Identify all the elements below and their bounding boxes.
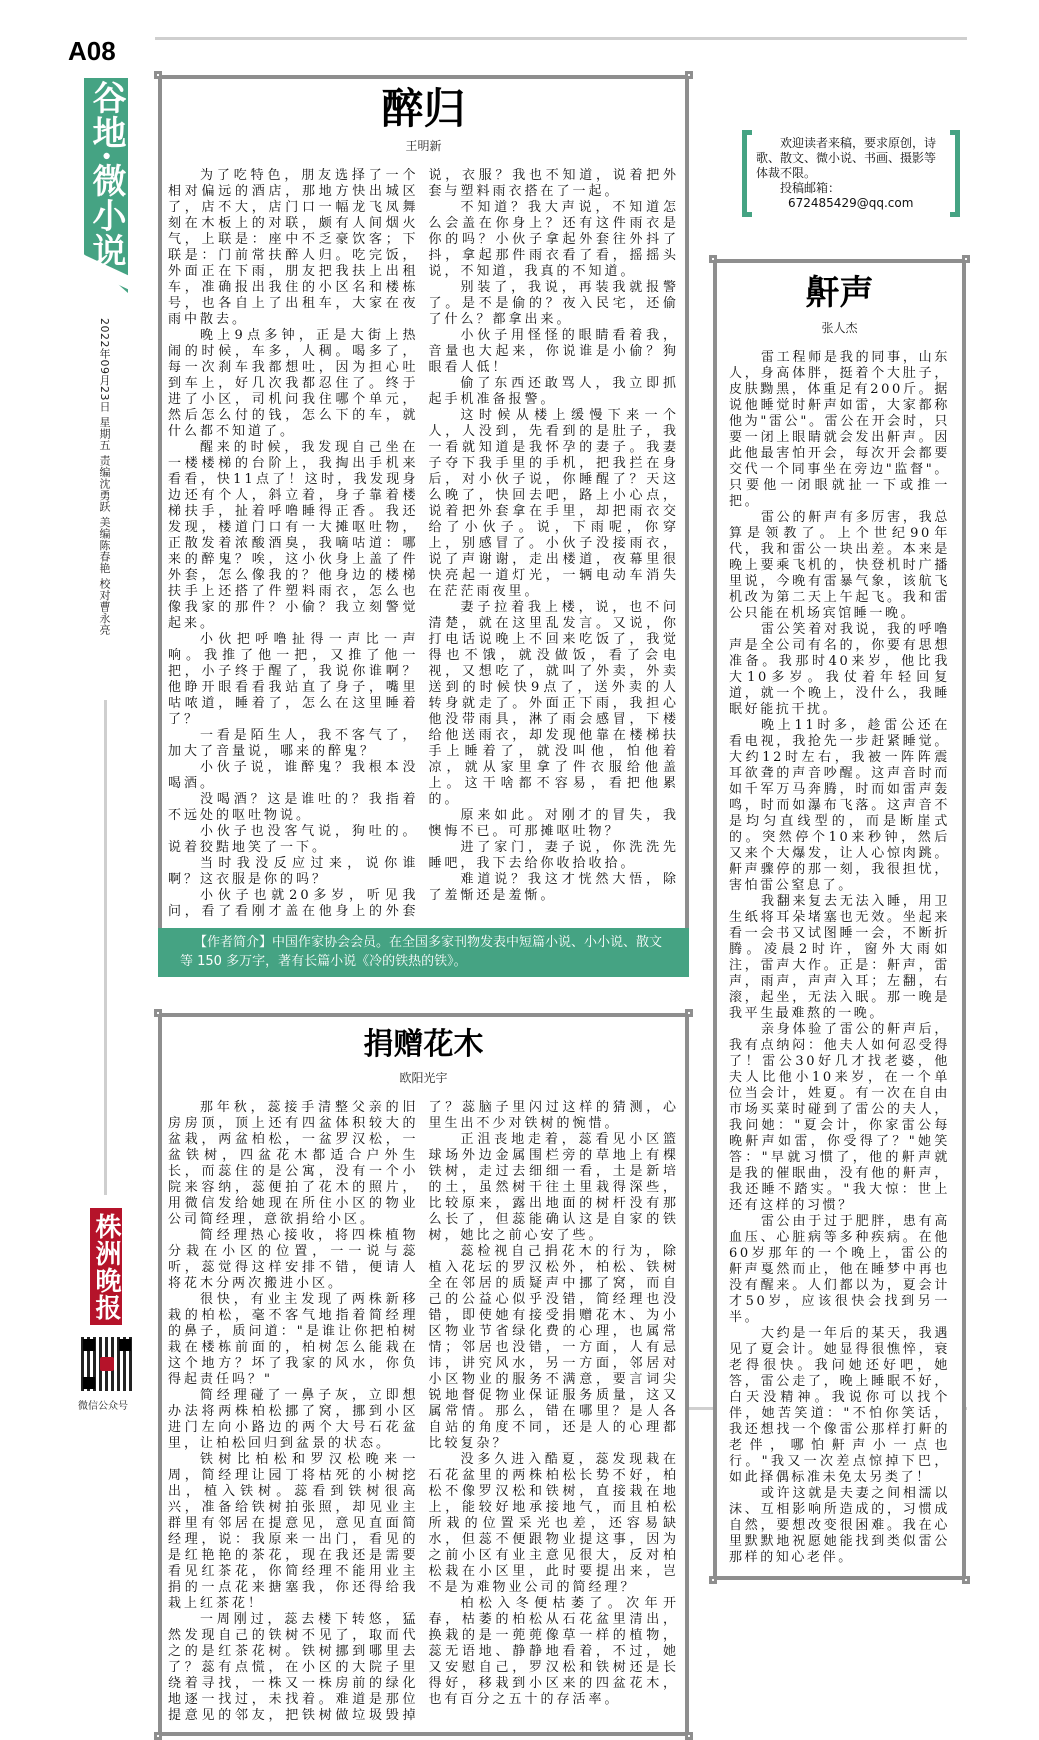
article-body [168, 1100, 679, 1724]
paragraph: 难道说？我这才恍然大悟，除了羞惭还是羞惭。 [428, 872, 679, 903]
paragraph: 没多久进入酷夏，蕊发现栽在石花盆里的两株柏松长势不好，柏松不像罗汉松和铁树，直接栽在地上，能较好地承接地气，而且柏松所栽的位置采光也差，还容易缺水，但蕊不便跟物业提这事，因为之前小区有业主意见很大，反对柏松栽在小区里，此时要提出来，岂不是为难物业公司的简经理？ [428, 1452, 679, 1595]
article-body [729, 350, 950, 1566]
side-rule [104, 700, 107, 1195]
article-juanzeng-huamu [158, 1013, 689, 1736]
paragraph: 妻子拉着我上楼，说，也不问清楚，就在这里乱发言。又说，你打电话说晚上不回来吃饭了，我觉得也不饿，就没做饭，看了会电视，又想吃了，就叫了外卖，外卖送到的时候快9点了，送外卖的人转身就走了。外面正下雨，我担心他没带雨具，淋了雨会感冒，下楼给他送雨衣，却发现他靠在楼梯扶手上睡着了，就没叫他，怕他着凉，就从家里拿了件衣服给他盖上。这干啥都不容易，看把他累的。 [428, 600, 679, 807]
corner-ornament [685, 1009, 693, 1017]
paragraph: 偷了东西还敢骂人，我立即抓起手机准备报警。 [428, 376, 679, 407]
paragraph: 醒来的时候，我发现自己坐在一楼楼梯的台阶上，我掏出手机来看看，快11点了！这时，我发现身边还有个人，斜立着，身子靠着楼梯扶手，扯着呼噜睡得正香。我还发现，楼道门口有一大摊呕吐物，正散发着浓酸酒臭，我嘀咕道：哪来的醉鬼？唉，这小伙身上盖了件外套，怎么像我的？他身边的楼梯扶手上还搭了件塑料雨衣，怎么也像我家的那件？小偷？我立刻警觉起来。 [168, 440, 419, 631]
corner-ornament [685, 1732, 693, 1740]
paragraph: 亲身体验了雷公的鼾声后，我有点纳闷：他夫人如何忍受得了！雷公30好几才找老婆，他夫人比他小10来岁，在一个单位当会计，姓夏。有一次在自由市场买菜时碰到了雷公的夫人，我问她："夏会计，你家雷公每晚鼾声如雷，你受得了？"她笑答："早就习惯了，他的鼾声就是我的催眠曲，没有他的鼾声，我还睡不踏实。"我大惊：世上还有这样的习惯？ [729, 1022, 950, 1213]
article-title: 醉归 [381, 84, 466, 133]
section-title: 谷地·微小说 [86, 80, 126, 268]
corner-ornament [154, 71, 162, 79]
paragraph: 雷公的鼾声有多厉害，我总算是领教了。上个世纪90年代，我和雷公一块出差。本来是晚上要乘飞机的，快登机时广播里说，今晚有雷暴气象，该航飞机改为第二天上午起飞。我和雷公只能在机场宾馆睡一晚。 [729, 510, 950, 621]
article-author: 欧阳光宇 [399, 1071, 448, 1085]
paragraph: 正沮丧地走着，蕊看见小区篮球场外边金属围栏旁的草地上有棵铁树，走过去细细一看，土是新培的土，虽然树干往土里栽得深些，比较原来，露出地面的树杆没有那么长了，但蕊能确认这是自家的铁树，她比之前心安了些。 [428, 1132, 679, 1243]
top-rule [155, 37, 967, 40]
paragraph: 简经理热心接收，将四株植物分栽在小区的位置，一一说与蕊听，蕊觉得这样安排不错，便请人将花木分两次搬进小区。 [168, 1228, 419, 1291]
paragraph: 简经理碰了一鼻子灰，立即想办法将两株柏松挪了窝，挪到小区进门左向小路边的两个大号石花盆里，让柏松回归到盆景的状态。 [168, 1388, 419, 1451]
page-number: A08 [68, 36, 116, 66]
submission-text: 欢迎读者来稿，要求原创，诗歌、散文、微小说、书画、摄影等体裁不限。 [756, 136, 937, 180]
submission-email-label: 投稿邮箱： [780, 181, 841, 195]
paragraph: 雷工程师是我的同事，山东人，身高体胖，挺着个大肚子，皮肤黝黑，体重足有200斤。据说他睡觉时鼾声如雷，大家都称他为"雷公"。雷公在开会时，只要一闭上眼睛就会发出鼾声。因此他最害怕开会，每次开会都要交代一个同事坐在旁边"监督"。只要他一闭眼就扯一下或推一把。 [729, 350, 950, 509]
paragraph: 为了吃特色，朋友选择了一个相对偏远的酒店，那地方快出城区了，店不大，店门口一幅龙飞凤舞刻在木板上的对联，颇有人间烟火气，上联是：座中不乏豪饮客；下联是：门前常扶醉人归。吃完饭，外面正在下雨，朋友把我扶上出租车，准确报出我住的小区名和楼栋号，也各自上了出租车，大家在夜雨中散去。 [168, 168, 419, 327]
submission-notice [742, 130, 960, 217]
paragraph: 晚上9点多钟，正是大街上热闹的时候，车多，人稠。喝多了，每一次刹车我都想吐，因为担心吐到车上，好几次我都忍住了。终于进了小区，司机问我住哪个单元，然后怎么付的钱，怎么下的车，就什么都不知道了。 [168, 328, 419, 439]
corner-ornament [154, 1009, 162, 1017]
article-title: 捐赠花木 [363, 1027, 484, 1062]
paragraph: 不知道？我大声说，不知道怎么会盖在你身上？还有这件雨衣是你的吗？小伙子拿起外套往外抖了抖，拿起那件雨衣看了看，摇摇头说，不知道，我真的不知道。 [428, 200, 679, 279]
paragraph: 一看是陌生人，我不客气了，加大了音量说，哪来的醉鬼？ [168, 728, 419, 759]
paragraph: 原来如此。对刚才的冒失，我懊悔不已。可那摊呕吐物？ [428, 808, 679, 839]
paragraph: 雷公笑着对我说，我的呼噜声是全公司有名的，你要有思想准备。我那时40来岁，他比我大10多岁。我仗着年轻回复道，就一个晚上，没什么，我睡眠好能抗干扰。 [729, 622, 950, 717]
article-author: 王明新 [405, 139, 442, 153]
paragraph: 一周刚过，蕊去楼下转悠，猛然发现自己的铁树不见了，取而代之的是红茶花树。铁树挪到哪里去了？蕊有点慌，在小区的大院子里绕着寻找，一株又一株房前的绿化地逐一找过，未找着。难道是那位提意见的邻友，把铁树做垃圾毁掉了？蕊脑子里闪过这样的猜测，心里生出不少对铁树的惋惜。 [168, 1100, 679, 1723]
paragraph: 大约是一年后的某天，我遇见了夏会计。她显得很憔悴，衰老得很快。我问她还好吧，她答，雷公走了，晚上睡眠不好，白天没精神。我说你可以找个伴，她苦笑道："不怕你笑话，我还想找一个像雷公那样打鼾的老伴，哪怕鼾声小一点也行。"我又一次差点惊掉下巴，如此择偶标准未免太另类了！ [729, 1326, 950, 1485]
paragraph: 小伙把呼噜扯得一声比一声响。我推了他一把，又推了他一把，小子终于醒了，我说你谁啊？他睁开眼看看我站直了身子，嘴里咕哝道，睡着了，怎么在这里睡着了？ [168, 632, 419, 727]
article-hansheng [713, 259, 966, 1580]
paragraph: 小伙子用怪怪的眼睛看着我，音量也大起来，你说谁是小偷？狗眼看人低！ [428, 328, 679, 375]
paragraph: 柏松入冬便枯萎了。次年开春，枯萎的柏松从石花盆里清出，换栽的是一蔸蔸像草一样的植物，蕊无语地、静静地看着，不过，她又安慰自己，罗汉松和铁树还是长得好，移栽到小区来的四盆花木，也有百分之五十的存活率。 [428, 1596, 679, 1707]
paragraph: 小伙子也就20多岁，听见我问，看了看刚才盖在他身上的外套说，衣服？我也不知道，说着把外套与塑料雨衣搭在了一起。 [168, 168, 679, 919]
submission-email[interactable]: 672485429@qq.com [788, 196, 914, 210]
paragraph: 小伙子也没客气说，狗吐的。说着狡黠地笑了一下。 [168, 824, 419, 855]
corner-ornament [709, 1576, 717, 1584]
paragraph: 晚上11时多，趁雷公还在看电视，我抢先一步赶紧睡觉。大约12时左右，我被一阵阵震耳欲聋的声音吵醒。这声音时而如千军万马奔腾，时而如雷声轰鸣，时而如瀑布飞落。这声音不是均匀直线型的，而是断崖式的。突然停个10来秒钟，然后又来个大爆发，让人心惊肉跳。鼾声骤停的那一刻，我很担忧，害怕雷公窒息了。 [729, 718, 950, 893]
corner-ornament [962, 1576, 970, 1584]
paragraph: 进了家门，妻子说，你洗洗先睡吧，我下去给你收拾收拾。 [428, 840, 679, 871]
qr-code-icon[interactable] [81, 1337, 133, 1391]
corner-ornament [685, 71, 693, 79]
paragraph: 我翻来复去无法入睡，用卫生纸将耳朵堵塞也无效。坐起来看一会书又试图睡一会，不断折腾。凌晨2时许，窗外大雨如注，雷声大作。正是：鼾声，雷声，雨声，声声入耳；左翻，右滚，起坐，无法入眠。那一晚是我平生最难熬的一晚。 [729, 894, 950, 1021]
paragraph: 别装了，我说，再装我就报警了。是不是偷的？夜入民宅，还偷了什么？都拿出来。 [428, 280, 679, 327]
right-column [713, 130, 966, 1580]
paragraph: 蕊检视自己捐花木的行为，除植入花坛的罗汉松外，柏松、铁树全在邻居的质疑声中挪了窝，而自己的公益心似乎没错，简经理也没错，即使她有接受捐赠花木、为小区物业节省绿化费的心理，也属常情；邻居也没错，一方面，人有忌讳，讲究风水，另一方面，邻居对小区物业的服务不满意，要言词尖锐地督促物业保证服务质量，这又属常情。那么，错在哪里？是人各自站的角度不同，还是人的心理都比较复杂？ [428, 1244, 679, 1451]
paragraph: 没喝酒？这是谁吐的？我指着不远处的呕吐物说。 [168, 792, 419, 823]
article-body [168, 168, 679, 920]
paragraph: 雷公由于过于肥胖，患有高血压、心脏病等多种疾病。在他60岁那年的一个晚上，雷公的鼾声戛然而止，他在睡梦中再也没有醒来。人们都以为，夏会计才50岁，应该很快会找到另一半。 [729, 1214, 950, 1325]
paragraph: 这时候从楼上缓慢下来一个人，人没到，先看到的是肚子，我一看就知道是我怀孕的妻子。我妻子夺下我手里的手机，把我拦在身后，对小伙子说，你睡醒了？天这么晚了，快回去吧，路上小心点，说着把外套拿在手里，却把雨衣交给了小伙子。说，下雨呢，你穿上，别感冒了。小伙子没接雨衣，说了声谢谢，走出楼道，夜幕里很快亮起一道灯光，一辆电动车消失在茫茫雨夜里。 [428, 408, 679, 599]
corner-ornament [154, 1732, 162, 1740]
paragraph: 或许这就是夫妻之间相濡以沫、互相影响所造成的，习惯成自然，要想改变很困难。我在心里默默地祝愿她能找到类似雷公那样的知心老伴。 [729, 1486, 950, 1565]
paragraph: 铁树比柏松和罗汉松晚来一周，简经理让园丁将枯死的小树挖出，植入铁树。蕊看到铁树很高兴，准备给铁树拍张照，却见业主群里有邻居在提意见，意见直面简经理，说：我原来一出门，看见的是红艳艳的茶花，现在我还是需要看见红茶花，你简经理不能用业主捐的一点花来搪塞我，你还得给我栽上红茶花！ [168, 1452, 419, 1611]
author-bio: 【作者简介】中国作家协会会员。在全国多家刊物发表中短篇小说、小小说、散文等 150 多万字，著有长篇小说《冷的铁热的铁》。 [158, 928, 689, 977]
paragraph: 那年秋，蕊接手清整父亲的旧房房顶，顶上还有四盆体积较大的盆栽，两盆柏松，一盆罗汉松，一盆铁树，四盆花木都适合户外生长，而蕊住的是公寓，没有一个小院来容纳，蕊便拍了花木的照片，用微信发给她现在所住小区的物业公司简经理，意欲捐给小区。 [168, 1100, 419, 1227]
article-title: 鼾声 [805, 273, 874, 313]
paragraph: 小伙子说，谁醉鬼？我根本没喝酒。 [168, 760, 419, 791]
paragraph: 很快，有业主发现了两株新移栽的柏松，毫不客气地指着简经理的鼻子，质问道："是谁让你把柏树栽在楼栋前面的，柏树怎么能栽在这个地方？坏了我家的风水，你负得起责任吗？" [168, 1292, 419, 1387]
main-column [158, 75, 689, 1736]
qr-label: 微信公众号 [78, 1401, 128, 1412]
corner-ornament [709, 255, 717, 263]
newspaper-logo: 株洲晚报 [90, 1208, 122, 1325]
paragraph: 当时我没反应过来，说你谁啊？这衣服是你的吗？ [168, 856, 419, 887]
date-editor-line: 2022年09月23日 星期五 责编沈勇跃 美编陈春艳 校对曹永亮 [98, 318, 111, 636]
corner-ornament [962, 255, 970, 263]
article-zuigui [158, 75, 689, 977]
article-author: 张人杰 [821, 321, 858, 335]
